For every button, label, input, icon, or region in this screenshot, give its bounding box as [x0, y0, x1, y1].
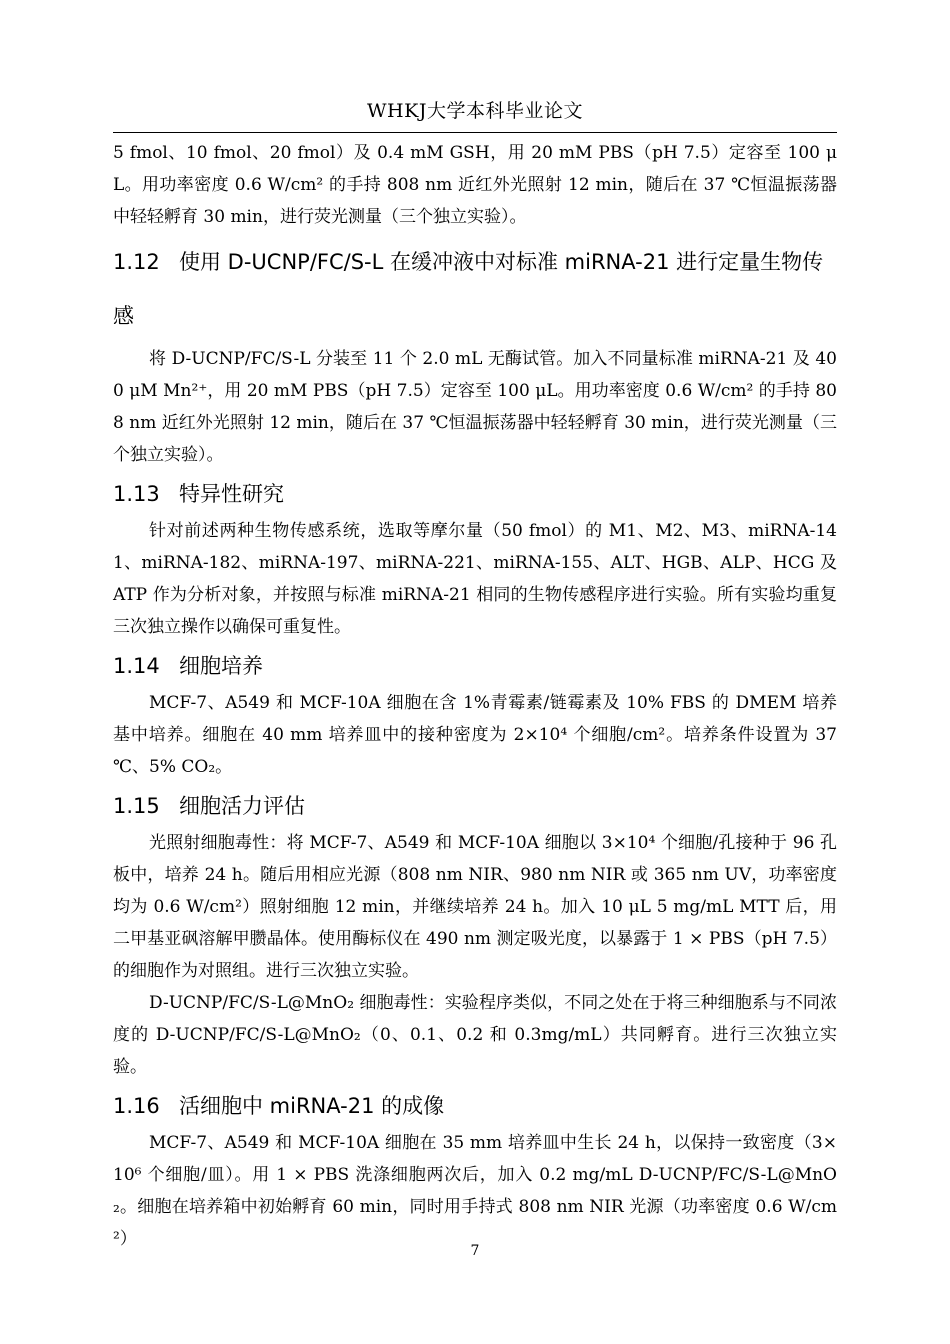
section-heading	[113, 235, 837, 343]
body-paragraph: 将 D-UCNP/FC/S-L 分装至 11 个 2.0 mL 无酶试管。加入不同量标准 miRNA-21 及 400 μM Mn²⁺，用 20 mM PBS（pH 7.5）定容至 100 μL。用功率密度 0.6 W/cm² 的手持 808 nm 近红外光照射 12 min，随后在 37 ℃恒温振荡器中轻轻孵育 30 min，进行荧光测量（三个独立实验）。	[113, 349, 837, 465]
section-heading	[113, 481, 837, 507]
section-heading	[113, 793, 837, 819]
body-paragraph: 光照射细胞毒性：将 MCF-7、A549 和 MCF-10A 细胞以 3×10⁴ 个细胞/孔接种于 96 孔板中，培养 24 h。随后用相应光源（808 nm NIR、980 nm NIR 或 365 nm UV，功率密度均为 0.6 W/cm²）照射细胞 12 min，并继续培养 24 h。加入 10 μL 5 mg/mL MTT 后，用二甲基亚砜溶解甲臜晶体。使用酶标仪在 490 nm 测定吸光度，以暴露于 1 × PBS（pH 7.5）的细胞作为对照组。进行三次独立实验。	[113, 833, 837, 981]
body-paragraph: 针对前述两种生物传感系统，选取等摩尔量（50 fmol）的 M1、M2、M3、miRNA-141、miRNA-182、miRNA-197、miRNA-221、miRNA-155、ALT、HGB、ALP、HCG 及 ATP 作为分析对象，并按照与标准 miRNA-21 相同的生物传感程序进行实验。所有实验均重复三次独立操作以确保可重复性。	[113, 521, 837, 637]
section-title: 细胞培养	[179, 654, 263, 678]
body-paragraph: MCF-7、A549 和 MCF-10A 细胞在含 1%青霉素/链霉素及 10% FBS 的 DMEM 培养基中培养。细胞在 40 mm 培养皿中的接种密度为 2×10⁴ 个细胞/cm²。培养条件设置为 37 ℃、5% CO₂。	[113, 693, 837, 777]
body-paragraph: 5 fmol、10 fmol、20 fmol）及 0.4 mM GSH，用 20 mM PBS（pH 7.5）定容至 100 μL。用功率密度 0.6 W/cm² 的手持 808 nm 近红外光照射 12 min，随后在 37 ℃恒温振荡器中轻轻孵育 30 min，进行荧光测量（三个独立实验）。	[113, 143, 838, 227]
section-number: 1.13	[113, 482, 160, 506]
section-title: 特异性研究	[179, 482, 284, 506]
section-heading	[113, 653, 837, 679]
section-number: 1.15	[113, 794, 160, 818]
running-header: WHKJ大学本科毕业论文	[367, 100, 583, 122]
section-number: 1.16	[113, 1094, 160, 1118]
section-heading	[113, 1093, 837, 1119]
section-number: 1.12	[113, 250, 160, 274]
section-title: 细胞活力评估	[179, 794, 305, 818]
section-number: 1.14	[113, 654, 160, 678]
body-paragraph: D-UCNP/FC/S-L@MnO₂ 细胞毒性：实验程序类似，不同之处在于将三种细胞系与不同浓度的 D-UCNP/FC/S-L@MnO₂（0、0.1、0.2 和 0.3mg/mL）共同孵育。进行三次独立实验。	[113, 993, 837, 1077]
page-number: 7	[470, 1243, 480, 1259]
section-title: 活细胞中 miRNA-21 的成像	[179, 1094, 445, 1118]
document-body	[113, 137, 837, 1255]
body-paragraph: MCF-7、A549 和 MCF-10A 细胞在 35 mm 培养皿中生长 24 h，以保持一致密度（3×10⁶ 个细胞/皿）。用 1 × PBS 洗涤细胞两次后，加入 0.2 mg/mL D-UCNP/FC/S-L@MnO₂。细胞在培养箱中初始孵育 60 min，同时用手持式 808 nm NIR 光源（功率密度 0.6 W/cm²）	[113, 1133, 837, 1249]
section-title: 使用 D-UCNP/FC/S-L 在缓冲液中对标准 miRNA-21 进行定量生物传感	[113, 250, 824, 328]
header-rule	[113, 132, 837, 133]
